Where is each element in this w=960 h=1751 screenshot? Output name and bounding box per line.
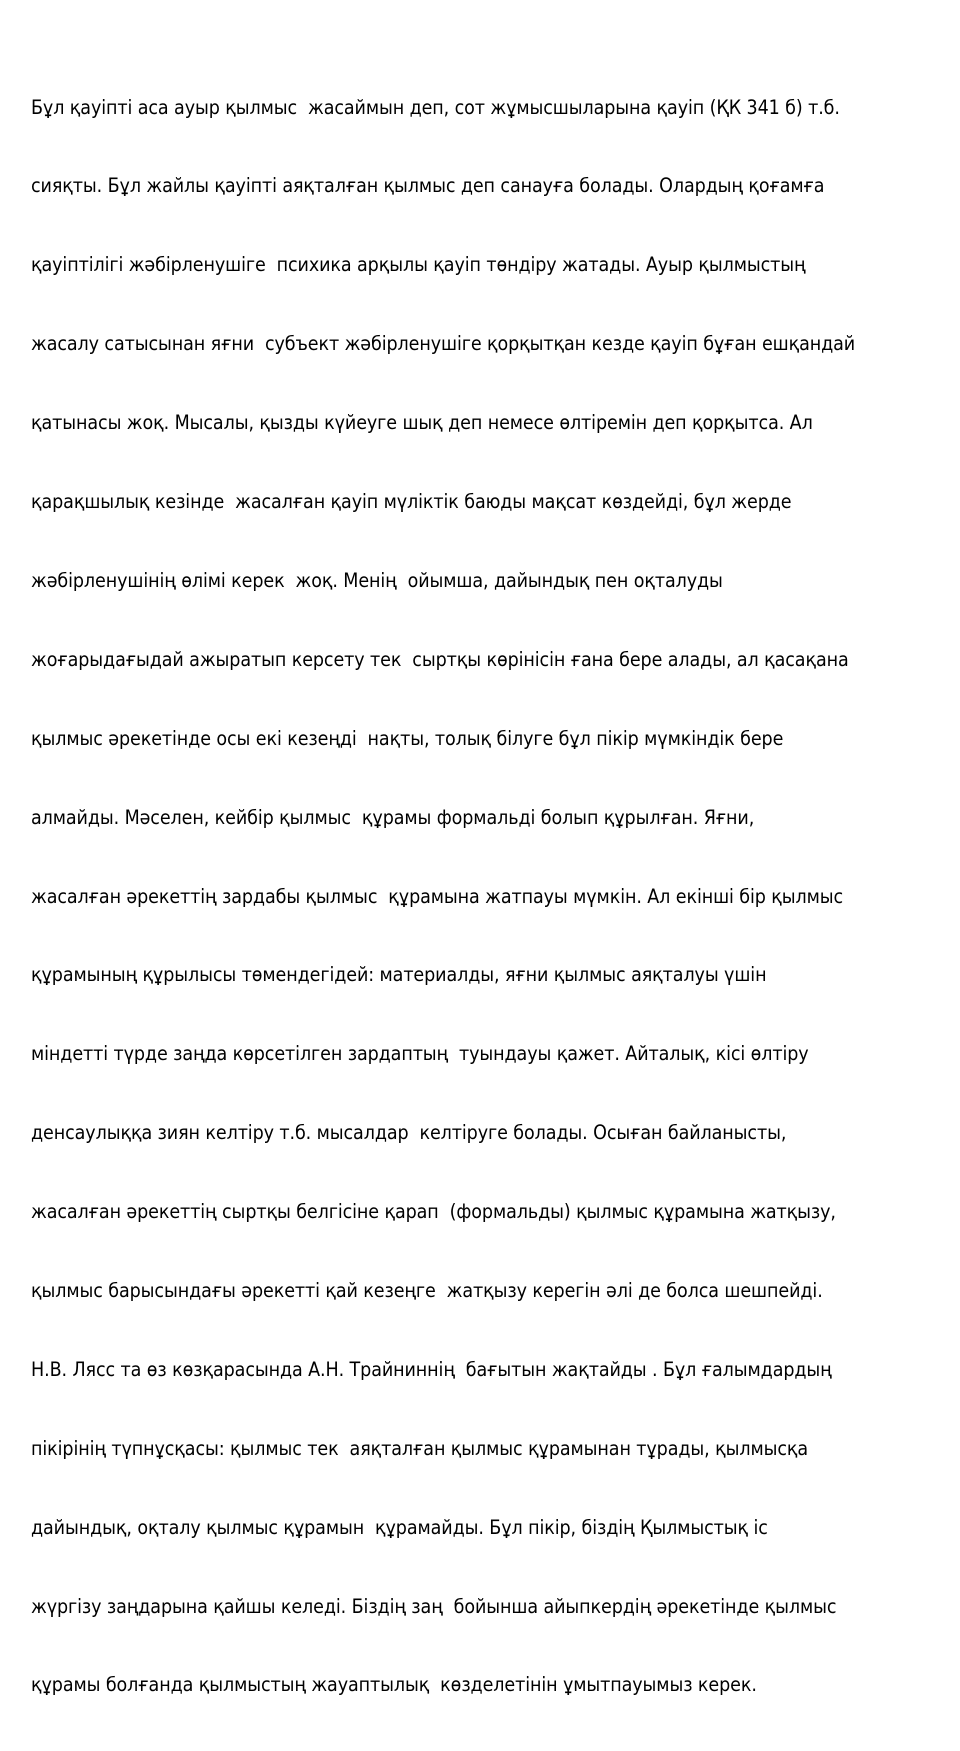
- text-line-14: денсаулыққа зиян келтіру т.б. мысалдар келтіруге болады. Осыған байланысты,: [31, 1121, 787, 1145]
- text-line-1: Бұл қауіпті аса ауыр қылмыс жасаймын деп, сот жұмысшыларына қауіп (ҚК 341 б) т.б.: [31, 95, 840, 119]
- text-line-9: қылмыс әрекетінде осы екі кезеңді нақты, толық білуге бұл пікір мүмкіндік бере: [31, 726, 784, 750]
- body-text: [31, 42, 946, 1751]
- text-line-13: міндетті түрде заңда көрсетілген зардаптың туындауы қажет. Айталық, кісі өлтіру: [31, 1042, 809, 1066]
- text-line-7: жәбірленушінің өлімі керек жоқ. Менің ойымша, дайындық пен оқталуды: [31, 568, 723, 592]
- text-line-5: қатынасы жоқ. Мысалы, қызды күйеуге шық деп немесе өлтіремін деп қорқытса. Ал: [31, 411, 813, 435]
- text-line-18: пікірінің түпнұсқасы: қылмыс тек аяқталған қылмыс құрамынан тұрады, қылмысқа: [31, 1436, 809, 1460]
- text-line-20: жүргізу заңдарына қайшы келеді. Біздің заң бойынша айыпкердің әрекетінде қылмыс: [31, 1594, 837, 1618]
- text-line-11: жасалған әрекеттің зардабы қылмыс құрамына жатпауы мүмкін. Ал екінші бір қылмыс: [31, 884, 844, 908]
- text-line-3: қауіптілігі жәбірленушіге психика арқылы қауіп төндіру жатады. Ауыр қылмыстың: [31, 253, 806, 277]
- text-line-6: қарақшылық кезінде жасалған қауіп мүліктік баюды мақсат көздейді, бұл жерде: [31, 490, 792, 514]
- text-line-2: сияқты. Бұл жайлы қауіпті аяқталған қылмыс деп санауға болады. Олардың қоғамға: [31, 174, 825, 198]
- text-line-4: жасалу сатысынан яғни субъект жәбірленушіге қорқытқан кезде қауіп бұған ешқандай: [31, 332, 856, 356]
- text-line-8: жоғарыдағыдай ажыратып керсету тек сыртқы көрінісін ғана бере алады, ал қасақана: [31, 647, 849, 671]
- text-line-21: құрамы болғанда қылмыстың жауаптылық көзделетінін ұмытпауымыз керек.: [31, 1673, 757, 1697]
- text-line-19: дайындық, оқталу қылмыс құрамын құрамайды. Бұл пікір, біздің Қылмыстық іс: [31, 1515, 768, 1539]
- text-line-17: Н.В. Лясс та өз көзқарасында А.Н. Трайниннің бағытын жақтайды . Бұл ғалымдардың: [31, 1357, 832, 1381]
- text-line-12: құрамының құрылысы төмендегідей: материалды, яғни қылмыс аяқталуы үшін: [31, 963, 767, 987]
- text-line-16: қылмыс барысындағы әрекетті қай кезеңге жатқызу керегін әлі де болса шешпейді.: [31, 1278, 823, 1302]
- text-line-15: жасалған әрекеттің сыртқы белгісіне қарап (формальды) қылмыс құрамына жатқызу,: [31, 1200, 836, 1224]
- text-line-10: алмайды. Мәселен, кейбір қылмыс құрамы формальді болып құрылған. Яғни,: [31, 805, 755, 829]
